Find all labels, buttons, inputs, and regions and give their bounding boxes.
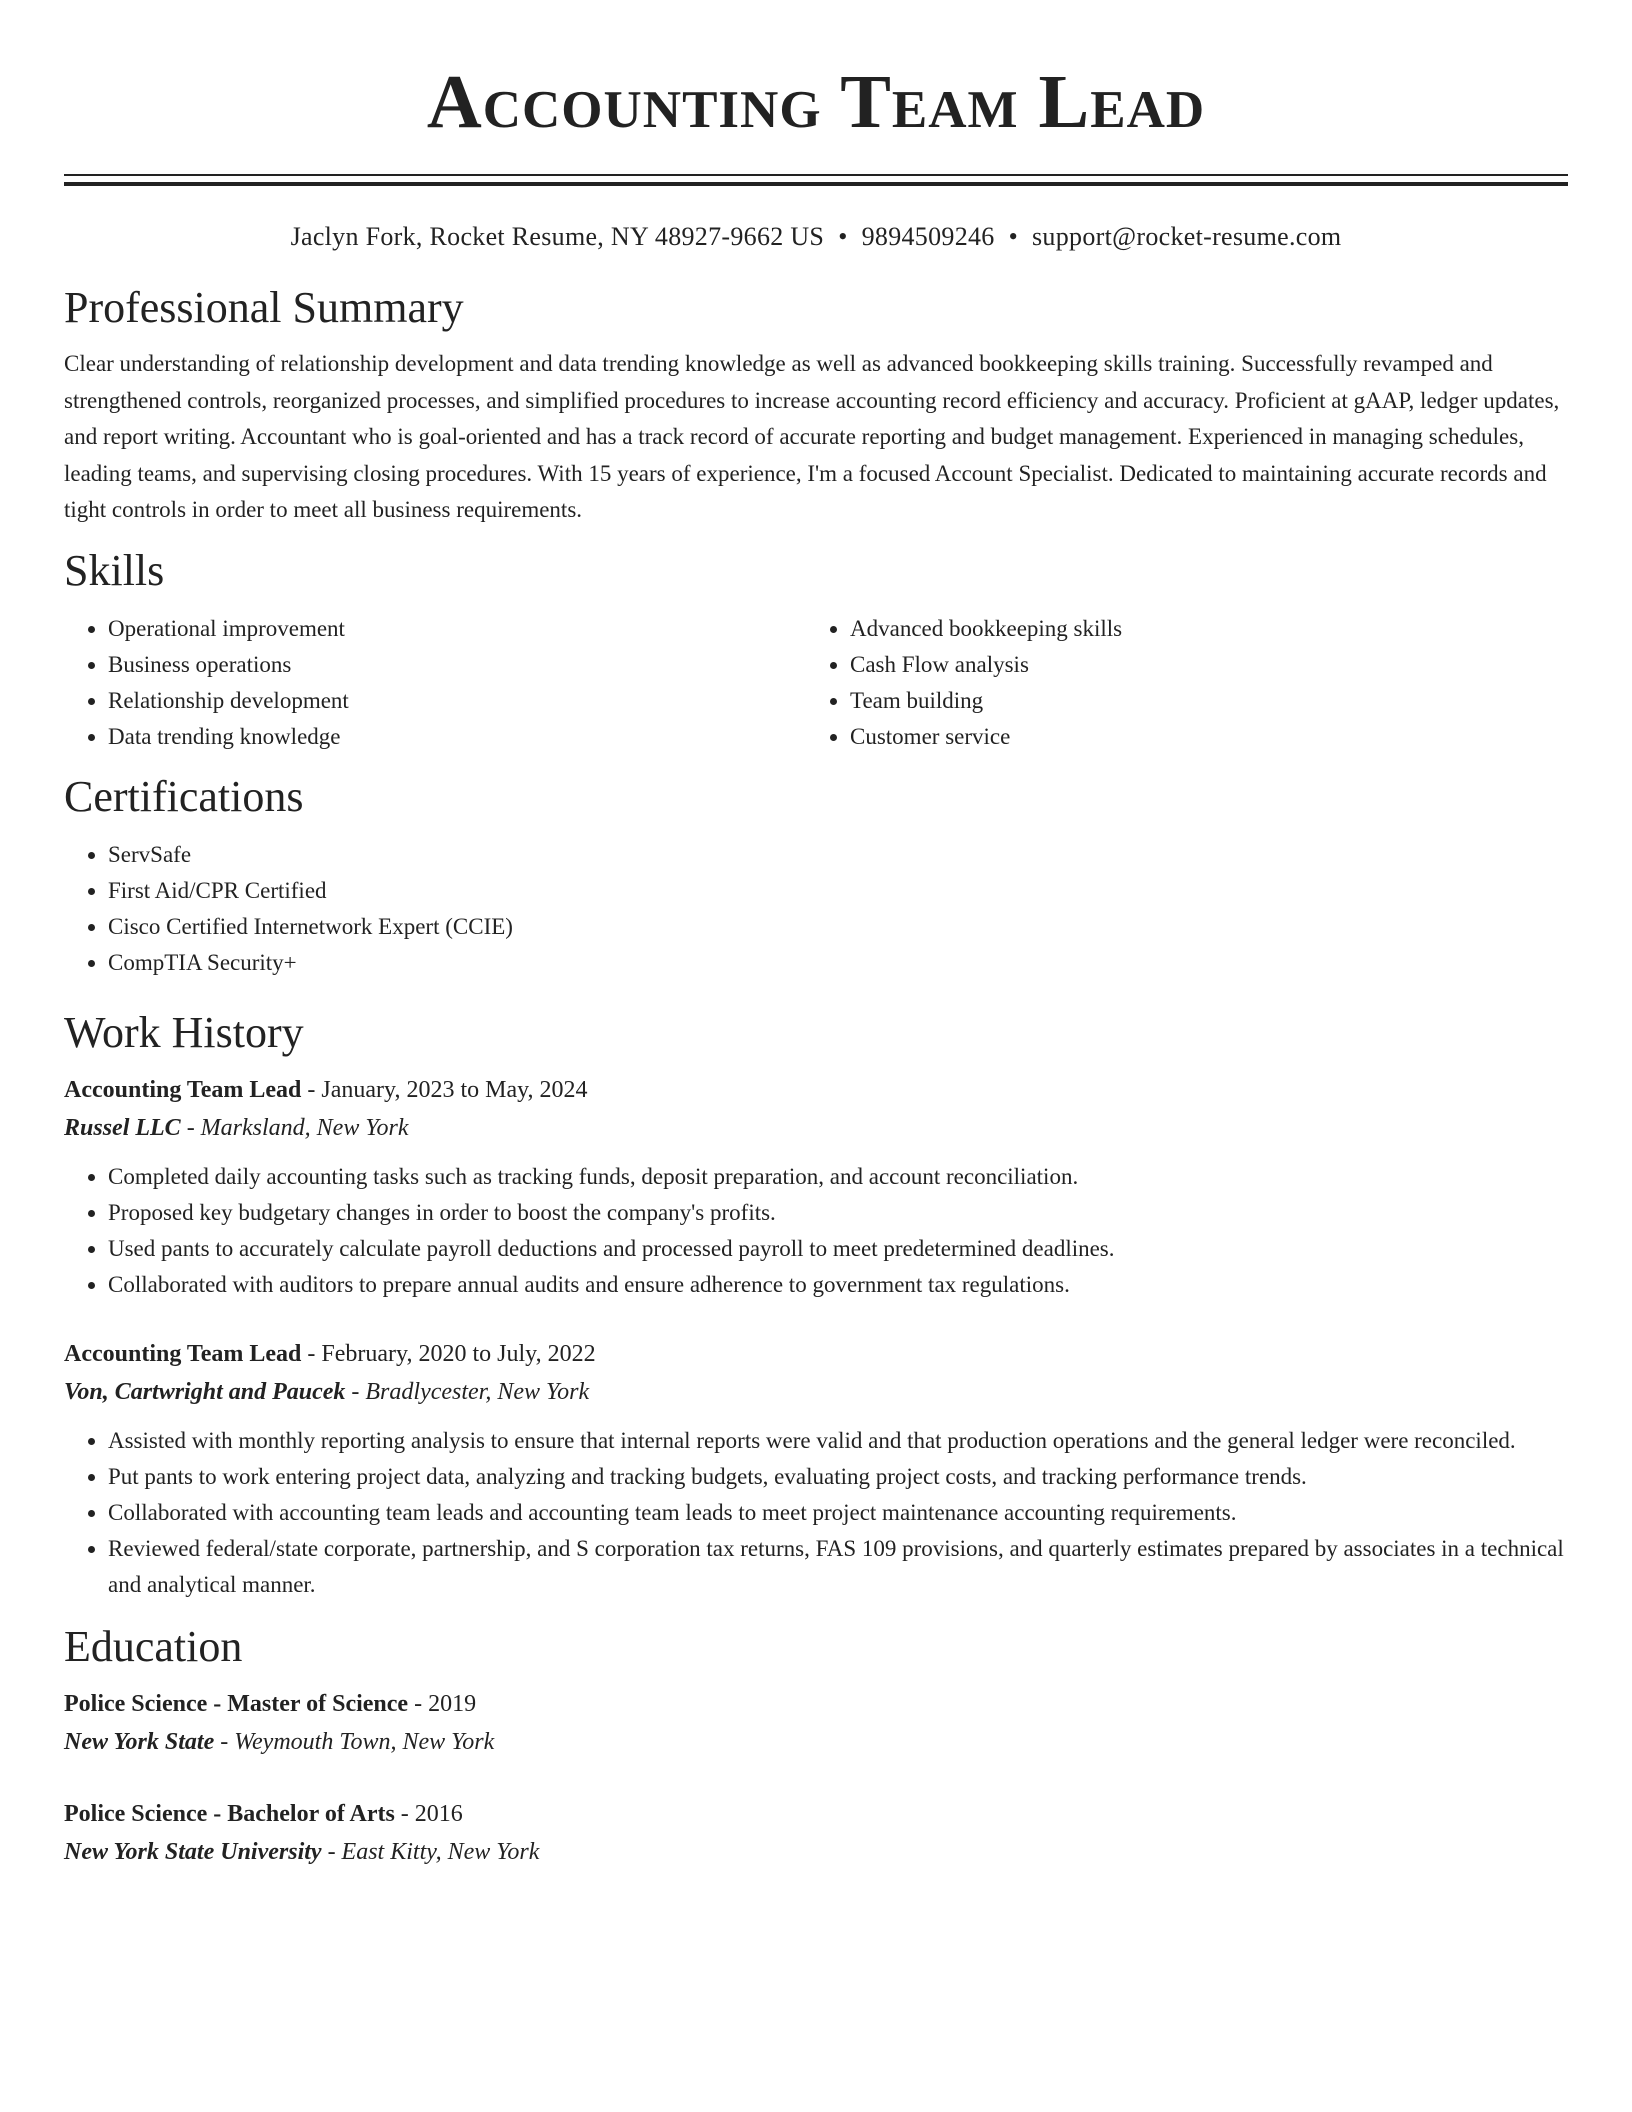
- degree-line: [64, 1685, 1568, 1723]
- education-entry: [64, 1795, 1568, 1871]
- company-name: Russel LLC: [64, 1114, 181, 1141]
- job-bullet: • Proposed key budgetary changes in order to boost the company's profits.: [108, 1195, 1568, 1231]
- degree-year: - 2019: [408, 1690, 477, 1717]
- skills-list-left: [64, 611, 806, 755]
- certification-item: • Cisco Certified Internetwork Expert (CCIE): [108, 909, 1568, 945]
- certification-item: • CompTIA Security+: [108, 945, 1568, 981]
- contact-separator: •: [1008, 222, 1019, 251]
- skills-heading: Skills: [64, 545, 165, 595]
- company-location: - Bradlycester, New York: [345, 1378, 590, 1405]
- job-bullets: [64, 1423, 1568, 1603]
- work-heading: Work History: [64, 1007, 304, 1057]
- job-entry: [64, 1335, 1568, 1603]
- summary-heading: Professional Summary: [64, 283, 464, 332]
- school-name: New York State: [64, 1728, 215, 1755]
- certification-item: • First Aid/CPR Certified: [108, 873, 1568, 909]
- company-line: [64, 1373, 1568, 1411]
- contact-line: [64, 220, 1568, 254]
- company-location: - Marksland, New York: [180, 1114, 409, 1141]
- contact-address: Jaclyn Fork, Rocket Resume, NY 48927-9662 US: [290, 222, 825, 251]
- contact-separator: •: [838, 222, 848, 251]
- skill-item: • Operational improvement: [108, 611, 806, 647]
- job-entry: [64, 1071, 1568, 1303]
- job-bullet: • Put pants to work entering project data, analyzing and tracking budgets, evaluating project costs, and tracking performance trends.: [108, 1459, 1568, 1495]
- skill-item: • Customer service: [850, 719, 1548, 755]
- certifications-list: [64, 837, 1568, 981]
- degree-name: Police Science - Master of Science: [64, 1690, 409, 1717]
- job-dates: - January, 2023 to May, 2024: [301, 1076, 588, 1103]
- job-dates: - February, 2020 to July, 2022: [301, 1340, 596, 1367]
- summary-text: Clear understanding of relationship development and data trending knowledge as well as advanced bookkeeping skills training. Successfully revamped and strengthened controls, reorganized processes, and simplified procedures to increase accounting record efficiency and accuracy. Proficient at gAAP, ledger updates, and report writing. Accountant who is goal-oriented and has a track record of accurate reporting and budget management. Experienced in managing schedules, leading teams, and supervising closing procedures. With 15 years of experience, I'm a focused Account Specialist. Dedicated to maintaining accurate records and tight controls in order to meet all business requirements.: [64, 351, 1560, 522]
- job-bullet: • Used pants to accurately calculate payroll deductions and processed payroll to meet predetermined deadlines.: [108, 1231, 1568, 1267]
- education-heading: Education: [64, 1621, 243, 1671]
- resume-title: Accounting Team Lead: [426, 60, 1206, 144]
- school-line: [64, 1723, 1568, 1761]
- job-bullet: • Collaborated with auditors to prepare annual audits and ensure adherence to government tax regulations.: [108, 1267, 1568, 1303]
- degree-year: - 2016: [394, 1800, 463, 1827]
- job-title-line: [64, 1071, 1568, 1109]
- skills-columns: [64, 611, 1568, 755]
- job-bullet: • Assisted with monthly reporting analysis to ensure that internal reports were valid and that production operations and the general ledger were reconciled.: [108, 1423, 1568, 1459]
- school-name: New York State University: [64, 1838, 322, 1865]
- skill-item: • Relationship development: [108, 683, 806, 719]
- skills-list-right: [806, 611, 1548, 755]
- school-location: - East Kitty, New York: [321, 1838, 540, 1865]
- education-entry: [64, 1685, 1568, 1761]
- job-bullet: • Reviewed federal/state corporate, partnership, and S corporation tax returns, FAS 109 provisions, and quarterly estimates prepared by associates in a technical and analytical manner.: [108, 1531, 1568, 1603]
- job-bullet: • Collaborated with accounting team leads and accounting team leads to meet project maintenance accounting requirements.: [108, 1495, 1568, 1531]
- contact-phone: 9894509246: [861, 222, 995, 251]
- certifications-heading: Certifications: [64, 771, 304, 821]
- skill-item: • Advanced bookkeeping skills: [850, 611, 1548, 647]
- degree-line: [64, 1795, 1568, 1833]
- school-location: - Weymouth Town, New York: [214, 1728, 495, 1755]
- company-name: Von, Cartwright and Paucek: [64, 1378, 346, 1405]
- skill-item: • Team building: [850, 683, 1548, 719]
- title-rule-thick: [64, 182, 1568, 186]
- school-line: [64, 1833, 1568, 1871]
- skill-item: • Data trending knowledge: [108, 719, 806, 755]
- job-title: Accounting Team Lead: [64, 1340, 302, 1367]
- job-title: Accounting Team Lead: [64, 1076, 302, 1103]
- company-line: [64, 1109, 1568, 1147]
- job-bullets: [64, 1159, 1568, 1303]
- contact-email: support@rocket-resume.com: [1032, 222, 1342, 251]
- job-title-line: [64, 1335, 1568, 1373]
- degree-name: Police Science - Bachelor of Arts: [64, 1800, 395, 1827]
- certification-item: • ServSafe: [108, 837, 1568, 873]
- skill-item: • Cash Flow analysis: [850, 647, 1548, 683]
- job-bullet: • Completed daily accounting tasks such as tracking funds, deposit preparation, and account reconciliation.: [108, 1159, 1568, 1195]
- title-rule-thin: [64, 174, 1568, 176]
- skill-item: • Business operations: [108, 647, 806, 683]
